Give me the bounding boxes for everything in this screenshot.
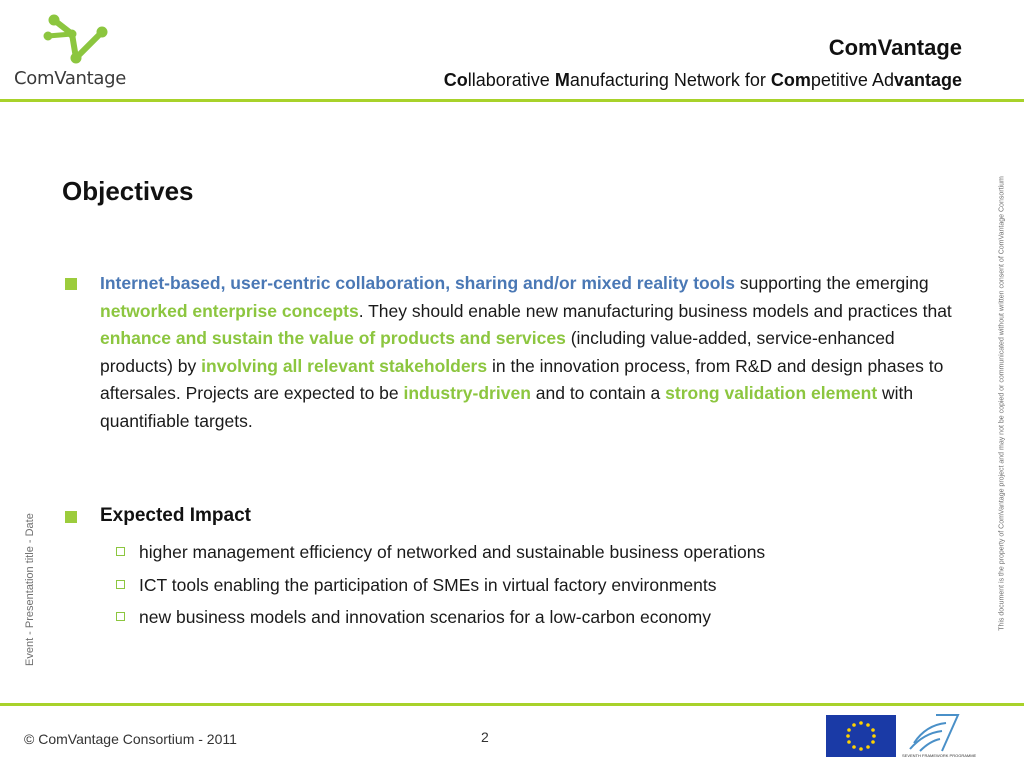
subtitle-fragment: Co <box>443 70 468 90</box>
paragraph-text: and to contain a <box>530 383 666 403</box>
list-item <box>116 542 765 563</box>
paragraph-text: . They should enable new manufacturing business models and practices that <box>358 300 952 321</box>
subtitle-fragment: anufacturing Network for <box>569 70 771 90</box>
page-number: 2 <box>481 729 489 745</box>
highlighted-phrase: industry-driven <box>403 383 531 403</box>
subtitle-fragment: vantage <box>893 70 962 90</box>
fp7-caption: SEVENTH FRAMEWORK PROGRAMME <box>902 753 977 758</box>
bullet-square-icon <box>65 278 77 290</box>
list-item-text: ICT tools enabling the participation of SMEs in virtual factory environments <box>139 575 717 595</box>
impact-heading: Expected Impact <box>100 505 251 526</box>
header-subtitle <box>444 70 962 91</box>
subtitle-fragment: petitive Ad <box>810 70 894 90</box>
highlighted-phrase: Internet-based, user-centric collaboration, sharing and/or mixed reality tools <box>100 273 736 293</box>
paragraph-text: in the innovation process, from R&D and design phases to aftersales. Projects are expected to be <box>100 355 944 403</box>
top-divider <box>0 99 1024 102</box>
list-item <box>116 575 716 596</box>
list-item <box>116 607 711 628</box>
subtitle-fragment: M <box>554 70 570 90</box>
hollow-square-bullet-icon <box>116 612 125 621</box>
fp7-logo <box>902 713 977 761</box>
side-caption-right: This document is the property of ComVantage project and may not be copied or communicated without written consent of ComVantage Consortium <box>998 176 1006 631</box>
paragraph-text: with quantifiable targets. <box>100 383 914 431</box>
list-item-text: new business models and innovation scenarios for a low-carbon economy <box>139 607 711 627</box>
side-caption-left: Event - Presentation title - Date <box>24 513 36 666</box>
header-title: ComVantage <box>828 35 962 60</box>
highlighted-phrase: networked enterprise concepts <box>100 300 359 321</box>
bullet-square-icon <box>65 511 77 523</box>
subtitle-fragment: llaborative <box>467 70 555 90</box>
comvantage-logo <box>14 12 139 96</box>
bottom-divider <box>0 703 1024 706</box>
paragraph-text: (including value-added, service-enhanced products) by <box>100 328 895 376</box>
highlighted-phrase: strong validation element <box>665 383 878 403</box>
copyright: © ComVantage Consortium - 2011 <box>24 731 237 747</box>
objectives-paragraph <box>100 270 960 435</box>
fp7-logo-icon <box>906 713 966 753</box>
subtitle-fragment: Com <box>770 70 811 90</box>
section-heading: Objectives <box>62 176 194 206</box>
logo-wordmark: ComVantage <box>14 68 127 89</box>
list-item-text: higher management efficiency of networked and sustainable business operations <box>139 542 766 562</box>
comvantage-logo-icon <box>42 12 112 70</box>
highlighted-phrase: involving all relevant stakeholders <box>201 355 488 376</box>
hollow-square-bullet-icon <box>116 580 125 589</box>
highlighted-phrase: enhance and sustain the value of products and services <box>100 328 566 348</box>
hollow-square-bullet-icon <box>116 547 125 556</box>
eu-flag-icon <box>826 715 896 757</box>
paragraph-text: supporting the emerging <box>735 273 929 293</box>
